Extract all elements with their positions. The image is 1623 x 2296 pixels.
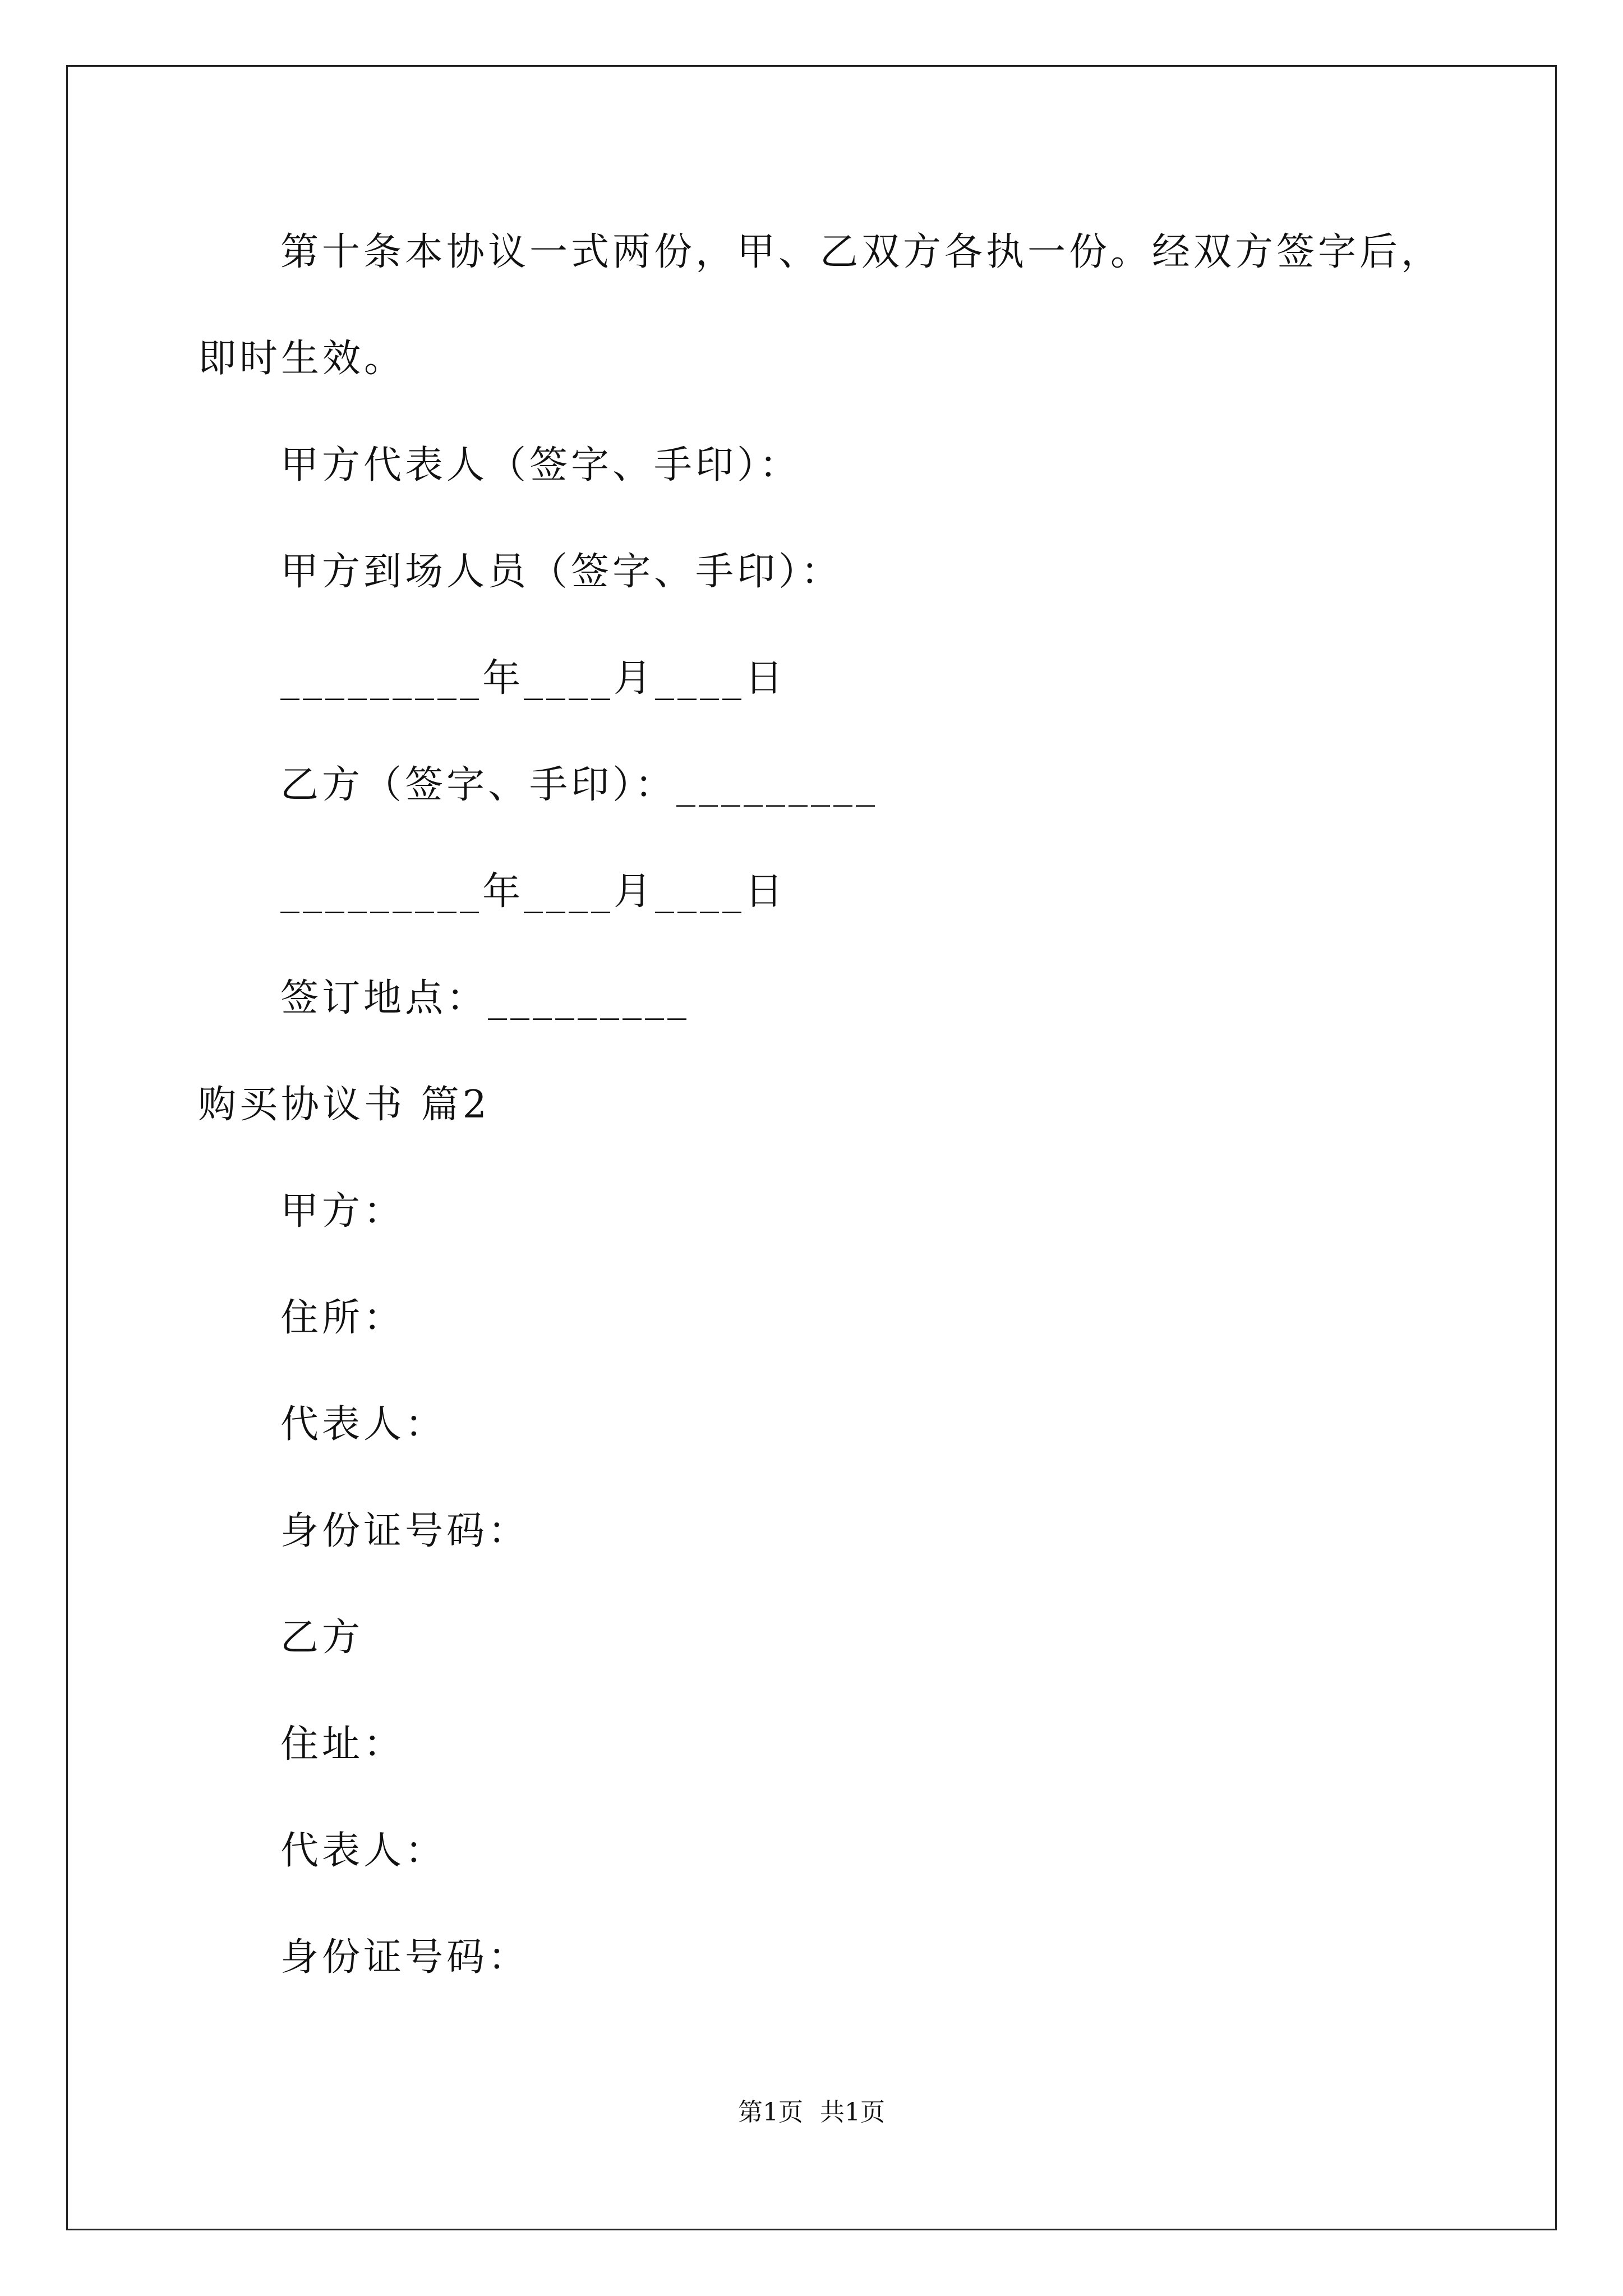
party-b-label: 乙方	[280, 1616, 364, 1660]
party-a-label: 甲方：	[280, 1189, 405, 1234]
page-footer	[0, 2097, 1623, 2128]
representative-label-a: 代表人：	[280, 1402, 447, 1447]
residence-label: 住所：	[280, 1296, 405, 1340]
page-number-current: 第1页	[738, 2098, 803, 2127]
paragraph-article-ten-cont: 即时生效。	[198, 337, 406, 381]
id-number-label-b: 身份证号码：	[280, 1935, 530, 1980]
date-line-2: _________年____月____日	[280, 869, 787, 914]
paragraph-article-ten: 第十条本协议一式两份，甲、乙双方各执一份。经双方签字后，	[280, 230, 1443, 274]
page-border	[66, 65, 1557, 2230]
representative-label-b: 代表人：	[280, 1829, 447, 1873]
party-b-signature: 乙方（签字、手印）：_________	[280, 763, 879, 807]
address-label: 住址：	[280, 1722, 405, 1766]
page-number-total: 共1页	[820, 2098, 885, 2127]
id-number-label-a: 身份证号码：	[280, 1509, 530, 1553]
signing-location: 签订地点：_________	[280, 976, 690, 1020]
party-a-attendee-signature: 甲方到场人员（签字、手印）：	[280, 550, 843, 594]
section-heading: 购买协议书 篇2	[198, 1083, 490, 1127]
party-a-rep-signature: 甲方代表人（签字、手印）：	[280, 443, 801, 487]
date-line-1: _________年____月____日	[280, 656, 787, 701]
